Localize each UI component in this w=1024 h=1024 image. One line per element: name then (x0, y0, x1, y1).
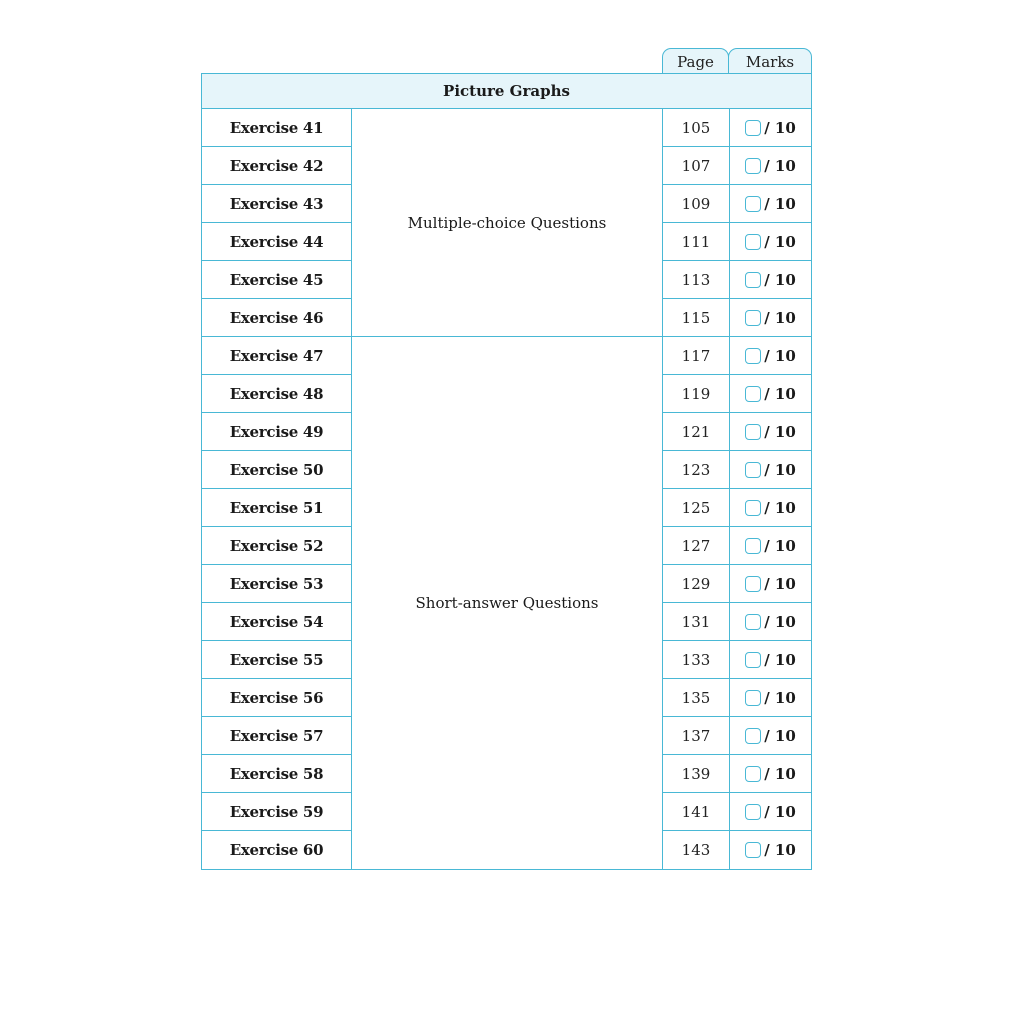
exercise-label: Exercise 44 (202, 223, 352, 261)
exercise-label: Exercise 46 (202, 299, 352, 337)
exercise-label: Exercise 52 (202, 527, 352, 565)
marks-cell (730, 185, 811, 223)
marks-cell (730, 489, 811, 527)
page-number: 129 (663, 565, 730, 603)
tab-marks: Marks (728, 48, 812, 74)
marks-total: / 10 (764, 726, 796, 745)
marks-checkbox[interactable] (745, 538, 761, 554)
exercise-label: Exercise 50 (202, 451, 352, 489)
marks-cell (730, 299, 811, 337)
marks-checkbox[interactable] (745, 842, 761, 858)
exercise-label: Exercise 47 (202, 337, 352, 375)
marks-total: / 10 (764, 536, 796, 555)
marks-checkbox[interactable] (745, 196, 761, 212)
column-tabs (662, 48, 812, 74)
exercise-label: Exercise 55 (202, 641, 352, 679)
marks-total: / 10 (764, 156, 796, 175)
page-number: 111 (663, 223, 730, 261)
exercise-label: Exercise 42 (202, 147, 352, 185)
marks-checkbox[interactable] (745, 386, 761, 402)
marks-cell (730, 755, 811, 793)
marks-total: / 10 (764, 194, 796, 213)
marks-total: / 10 (764, 308, 796, 327)
marks-total: / 10 (764, 270, 796, 289)
marks-checkbox[interactable] (745, 272, 761, 288)
marks-total: / 10 (764, 650, 796, 669)
exercise-label: Exercise 58 (202, 755, 352, 793)
marks-total: / 10 (764, 688, 796, 707)
marks-checkbox[interactable] (745, 614, 761, 630)
marks-cell (730, 793, 811, 831)
marks-checkbox[interactable] (745, 690, 761, 706)
exercise-label: Exercise 43 (202, 185, 352, 223)
marks-total: / 10 (764, 384, 796, 403)
marks-total: / 10 (764, 498, 796, 517)
page-number: 143 (663, 831, 730, 869)
marks-total: / 10 (764, 764, 796, 783)
question-type: Short-answer Questions (352, 337, 663, 869)
marks-checkbox[interactable] (745, 804, 761, 820)
exercise-label: Exercise 59 (202, 793, 352, 831)
marks-cell (730, 831, 811, 869)
marks-total: / 10 (764, 346, 796, 365)
marks-cell (730, 679, 811, 717)
page-number: 133 (663, 641, 730, 679)
marks-total: / 10 (764, 802, 796, 821)
marks-checkbox[interactable] (745, 424, 761, 440)
page-number: 109 (663, 185, 730, 223)
marks-cell (730, 717, 811, 755)
page-number: 107 (663, 147, 730, 185)
marks-cell (730, 527, 811, 565)
marks-checkbox[interactable] (745, 766, 761, 782)
marks-checkbox[interactable] (745, 348, 761, 364)
page-number: 125 (663, 489, 730, 527)
marks-checkbox[interactable] (745, 234, 761, 250)
section-title: Picture Graphs (202, 74, 811, 109)
page-number: 105 (663, 109, 730, 147)
table-body (202, 109, 811, 869)
marks-total: / 10 (764, 612, 796, 631)
page-number: 137 (663, 717, 730, 755)
marks-total: / 10 (764, 232, 796, 251)
marks-cell (730, 109, 811, 147)
exercise-label: Exercise 41 (202, 109, 352, 147)
marks-cell (730, 603, 811, 641)
marks-checkbox[interactable] (745, 652, 761, 668)
marks-cell (730, 565, 811, 603)
marks-cell (730, 413, 811, 451)
marks-checkbox[interactable] (745, 120, 761, 136)
exercise-label: Exercise 48 (202, 375, 352, 413)
marks-checkbox[interactable] (745, 462, 761, 478)
exercise-label: Exercise 51 (202, 489, 352, 527)
page-number: 123 (663, 451, 730, 489)
page-number: 117 (663, 337, 730, 375)
marks-cell (730, 451, 811, 489)
marks-cell (730, 261, 811, 299)
tab-page: Page (662, 48, 729, 74)
exercise-label: Exercise 56 (202, 679, 352, 717)
marks-total: / 10 (764, 841, 796, 859)
marks-checkbox[interactable] (745, 728, 761, 744)
marks-total: / 10 (764, 422, 796, 441)
exercise-label: Exercise 45 (202, 261, 352, 299)
exercise-label: Exercise 60 (202, 831, 352, 869)
marks-total: / 10 (764, 460, 796, 479)
page-number: 127 (663, 527, 730, 565)
marks-total: / 10 (764, 574, 796, 593)
page-number: 131 (663, 603, 730, 641)
exercise-label: Exercise 54 (202, 603, 352, 641)
exercise-label: Exercise 53 (202, 565, 352, 603)
marks-checkbox[interactable] (745, 500, 761, 516)
marks-cell (730, 337, 811, 375)
page-number: 135 (663, 679, 730, 717)
question-type: Multiple-choice Questions (352, 109, 663, 337)
page-number: 119 (663, 375, 730, 413)
page-number: 139 (663, 755, 730, 793)
marks-cell (730, 223, 811, 261)
marks-total: / 10 (764, 118, 796, 137)
marks-checkbox[interactable] (745, 310, 761, 326)
marks-checkbox[interactable] (745, 576, 761, 592)
exercise-table (201, 73, 812, 870)
exercise-label: Exercise 49 (202, 413, 352, 451)
page-number: 113 (663, 261, 730, 299)
marks-cell (730, 147, 811, 185)
page-number: 115 (663, 299, 730, 337)
marks-checkbox[interactable] (745, 158, 761, 174)
page-number: 141 (663, 793, 730, 831)
page-number: 121 (663, 413, 730, 451)
exercise-label: Exercise 57 (202, 717, 352, 755)
marks-cell (730, 641, 811, 679)
marks-cell (730, 375, 811, 413)
